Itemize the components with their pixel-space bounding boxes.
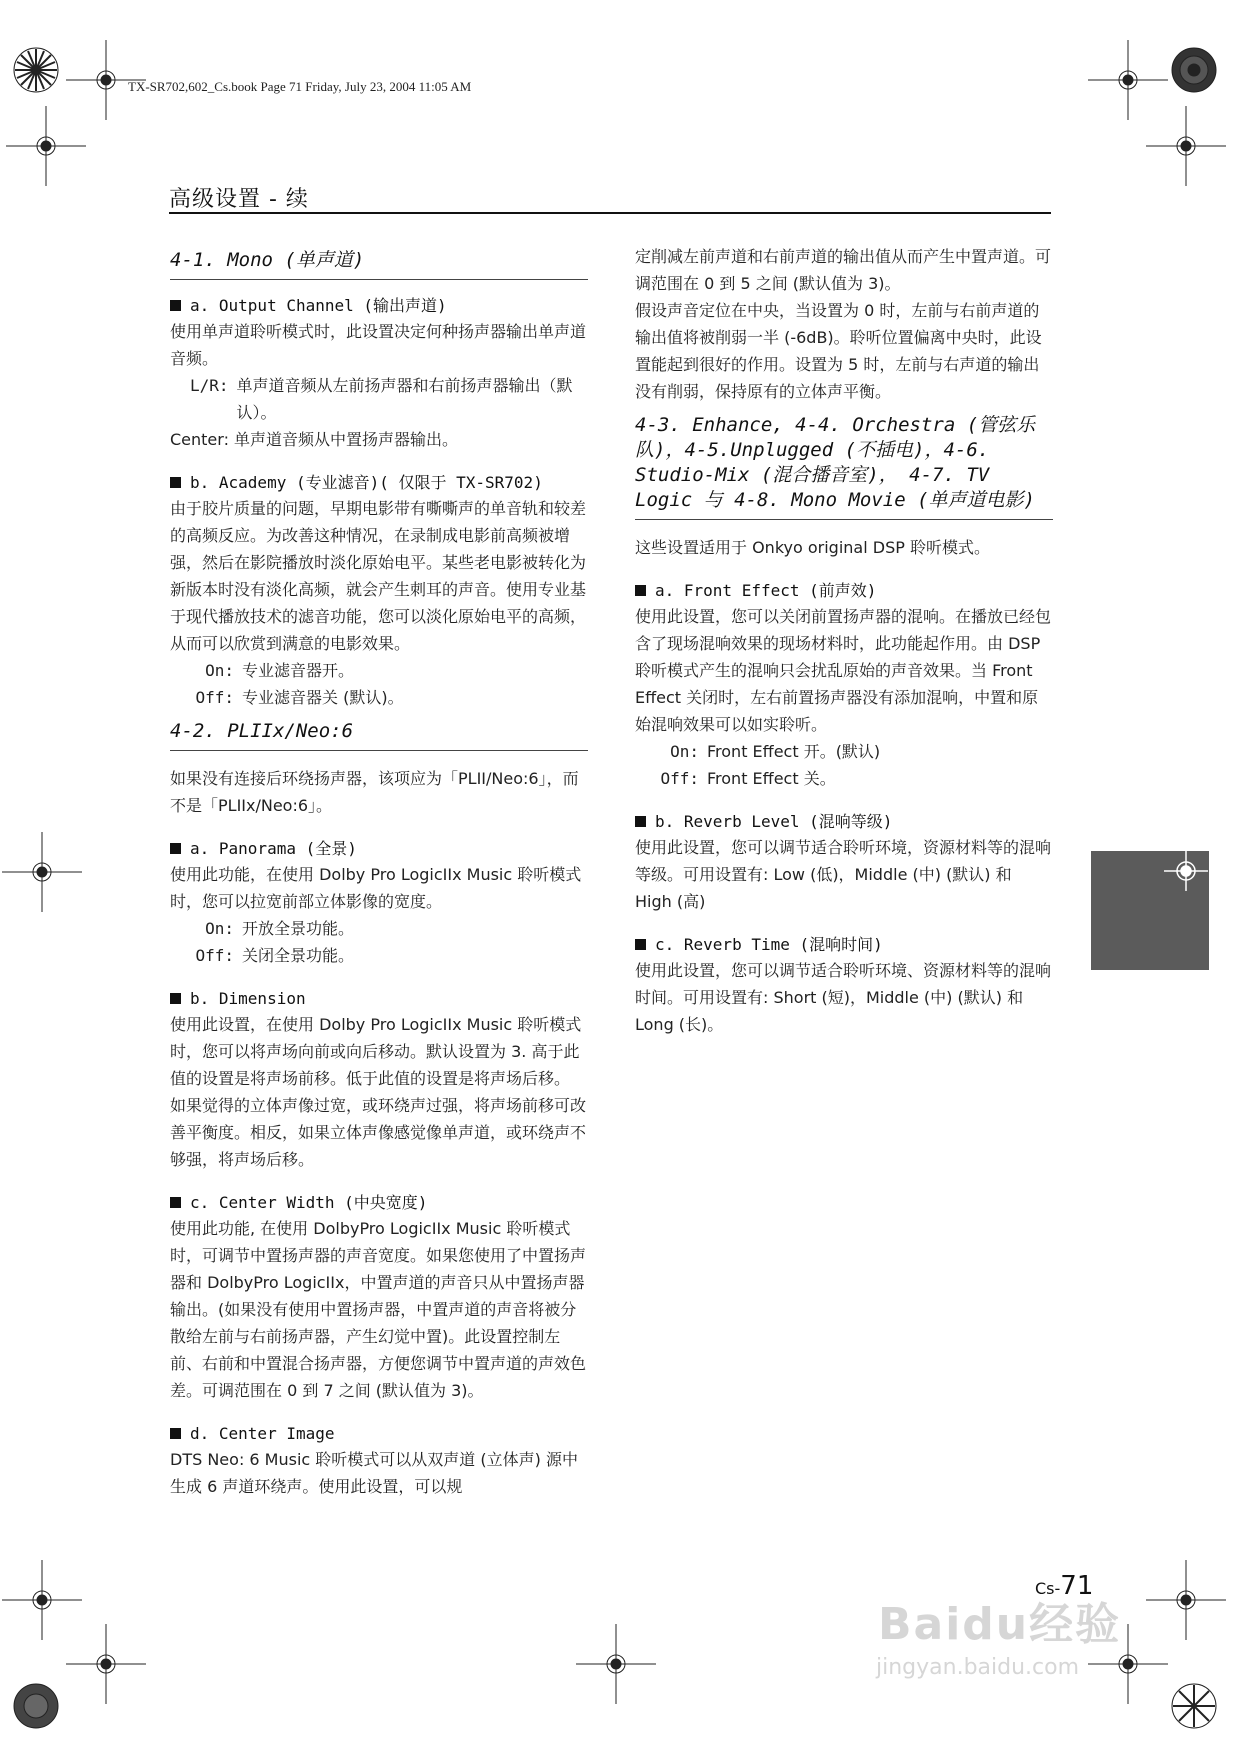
watermark-url: jingyan.baidu.com — [876, 1655, 1080, 1680]
paragraph: DTS Neo: 6 Music 聆听模式可以从双声道 (立体声) 源中生成 6 声道环绕声。使用此设置，可以规 — [170, 1450, 578, 1496]
square-bullet-icon — [170, 300, 181, 311]
registration-mark-icon — [1146, 106, 1226, 186]
registration-mark-icon — [1146, 1560, 1226, 1640]
sunburst-target-icon — [1172, 1684, 1216, 1728]
left-column — [170, 248, 588, 1500]
book-info-line: TX-SR702,602_Cs.book Page 71 Friday, July 23, 2004 11:05 AM — [128, 79, 472, 94]
paragraph: 定削减左前声道和右前声道的输出值从而产生中置声道。可调范围在 0 到 5 之间 (默认值为 3)。 — [635, 247, 1052, 293]
section-heading: 4-1. Mono (单声道) — [170, 248, 588, 280]
registration-mark-icon — [1091, 851, 1209, 970]
paragraph: 使用单声道聆听模式时，此设置决定何种扬声器输出单声道音频。 — [170, 322, 587, 368]
square-bullet-icon — [635, 585, 646, 596]
subsection-heading: b. Academy (专业滤音)( 仅限于 TX-SR702) — [170, 471, 588, 495]
paragraph: Center: 单声道音频从中置扬声器输出。 — [170, 430, 459, 449]
section-heading: 4-3. Enhance, 4-4. Orchestra (管弦乐队)，4-5.Unplugged (不插电)，4-6. Studio-Mix (混合播音室)， 4-7. TV Logic 与 4-8. Mono Movie (单声道电影) — [635, 413, 1053, 520]
square-bullet-icon — [635, 816, 646, 827]
paragraph: 如果没有连接后环绕扬声器，该项应为「PLII/Neo:6」，而不是「PLIIx/Neo:6」。 — [170, 769, 579, 815]
subsection-heading: c. Reverb Time (混响时间) — [635, 933, 1053, 957]
option-row: Off: 专业滤音器关 (默认)。 — [195, 688, 404, 707]
subsection-heading: a. Output Channel (输出声道) — [170, 294, 588, 318]
square-bullet-icon — [170, 1197, 181, 1208]
paragraph: 使用此设置，您可以调节适合聆听环境，资源材料等的混响等级。可用设置有: Low (低)，Middle (中) (默认) 和 High (高) — [635, 838, 1052, 911]
registration-mark-icon — [2, 832, 82, 912]
square-bullet-icon — [170, 1428, 181, 1439]
section-heading: 4-2. PLIIx/Neo:6 — [170, 719, 588, 751]
paragraph: 假设声音定位在中央，当设置为 0 时，左前与右前声道的输出值将被削弱一半 (-6dB)。聆听位置偏离中央时，此设置能起到很好的作用。设置为 5 时，左前与右声道的输出没有削弱，保持原有的立体声平衡。 — [635, 301, 1042, 401]
option-row: L/R: 单声道音频从左前扬声器和右前扬声器输出（默认）。 — [190, 376, 573, 422]
sunburst-target-icon — [14, 48, 58, 92]
subsection-heading: b. Dimension — [170, 987, 588, 1011]
registration-mark-icon — [1088, 40, 1168, 120]
registration-mark-icon — [576, 1624, 656, 1704]
option-row: Off: Front Effect 关。 — [660, 769, 836, 788]
square-bullet-icon — [170, 843, 181, 854]
page-title: 高级设置 - 续 — [169, 187, 309, 212]
subsection-heading: a. Front Effect (前声效) — [635, 579, 1053, 603]
paragraph: 使用此设置，在使用 Dolby Pro LogicIIx Music 聆听模式时，您可以将声场向前或向后移动。默认设置为 3. 高于此值的设置是将声场前移。低于此值的设置是将声场后移。 — [170, 1015, 582, 1088]
sunburst-target-icon — [14, 1684, 58, 1728]
square-bullet-icon — [170, 477, 181, 488]
sunburst-target-icon — [1172, 48, 1216, 92]
registration-mark-icon — [6, 106, 86, 186]
registration-mark-icon — [2, 1560, 82, 1640]
page-number: Cs-71 — [1035, 1571, 1094, 1601]
square-bullet-icon — [635, 939, 646, 950]
registration-mark-icon — [66, 1624, 146, 1704]
chapter-tab — [1091, 851, 1209, 970]
paragraph: 如果觉得的立体声像过宽，或环绕声过强，将声场前移可改善平衡度。相反，如果立体声像感觉像单声道，或环绕声不够强，将声场后移。 — [170, 1096, 587, 1169]
square-bullet-icon — [170, 993, 181, 1004]
right-column — [635, 243, 1053, 1038]
subsection-heading: a. Panorama (全景) — [170, 837, 588, 861]
option-row: On: 专业滤音器开。 — [205, 661, 355, 680]
paragraph: 这些设置适用于 Onkyo original DSP 聆听模式。 — [635, 538, 990, 557]
paragraph: 使用此设置，您可以调节适合聆听环境、资源材料等的混响时间。可用设置有: Short (短)，Middle (中) (默认) 和 Long (长)。 — [635, 961, 1052, 1034]
paragraph: 由于胶片质量的问题，早期电影带有嘶嘶声的单音轨和较差的高频反应。为改善这种情况，在录制成电影前高频被增强，然后在影院播放时淡化原始电平。某些老电影被转化为新版本时没有淡化高频，就会产生刺耳的声音。使用专业基于现代播放技术的滤音功能，您可以淡化原始电平的高频，从而可以欣赏到满意的电影效果。 — [170, 499, 587, 653]
paragraph: 使用此设置，您可以关闭前置扬声器的混响。在播放已经包含了现场混响效果的现场材料时，此功能起作用。由 DSP 聆听模式产生的混响只会扰乱原始的声音效果。当 Front Effect 关闭时，左右前置扬声器没有添加混响，中置和原始混响效果可以如实聆听。 — [635, 607, 1052, 734]
subsection-heading: b. Reverb Level (混响等级) — [635, 810, 1053, 834]
paragraph: 使用此功能, 在使用 DolbyPro LogicIIx Music 聆听模式时，可调节中置扬声器的声音宽度。如果您使用了中置扬声器和 DolbyPro LogicIIx，中置声道的声音只从中置扬声器输出。(如果没有使用中置扬声器，中置声道的声音将被分散给左前与右前扬声器，产生幻觉中置)。此设置控制左前、右前和中置混合扬声器，方便您调节中置声道的声效色差。可调范围在 0 到 7 之间 (默认值为 3)。 — [170, 1219, 587, 1400]
subsection-heading: d. Center Image — [170, 1422, 588, 1446]
option-row: Off: 关闭全景功能。 — [195, 946, 355, 965]
title-rule — [169, 212, 1051, 214]
option-row: On: 开放全景功能。 — [205, 919, 355, 938]
subsection-heading: c. Center Width (中央宽度) — [170, 1191, 588, 1215]
watermark-logo: Baidu经验 — [878, 1599, 1122, 1650]
option-row: On: Front Effect 开。(默认) — [670, 742, 881, 761]
paragraph: 使用此功能，在使用 Dolby Pro LogicIIx Music 聆听模式时，您可以拉宽前部立体影像的宽度。 — [170, 865, 582, 911]
